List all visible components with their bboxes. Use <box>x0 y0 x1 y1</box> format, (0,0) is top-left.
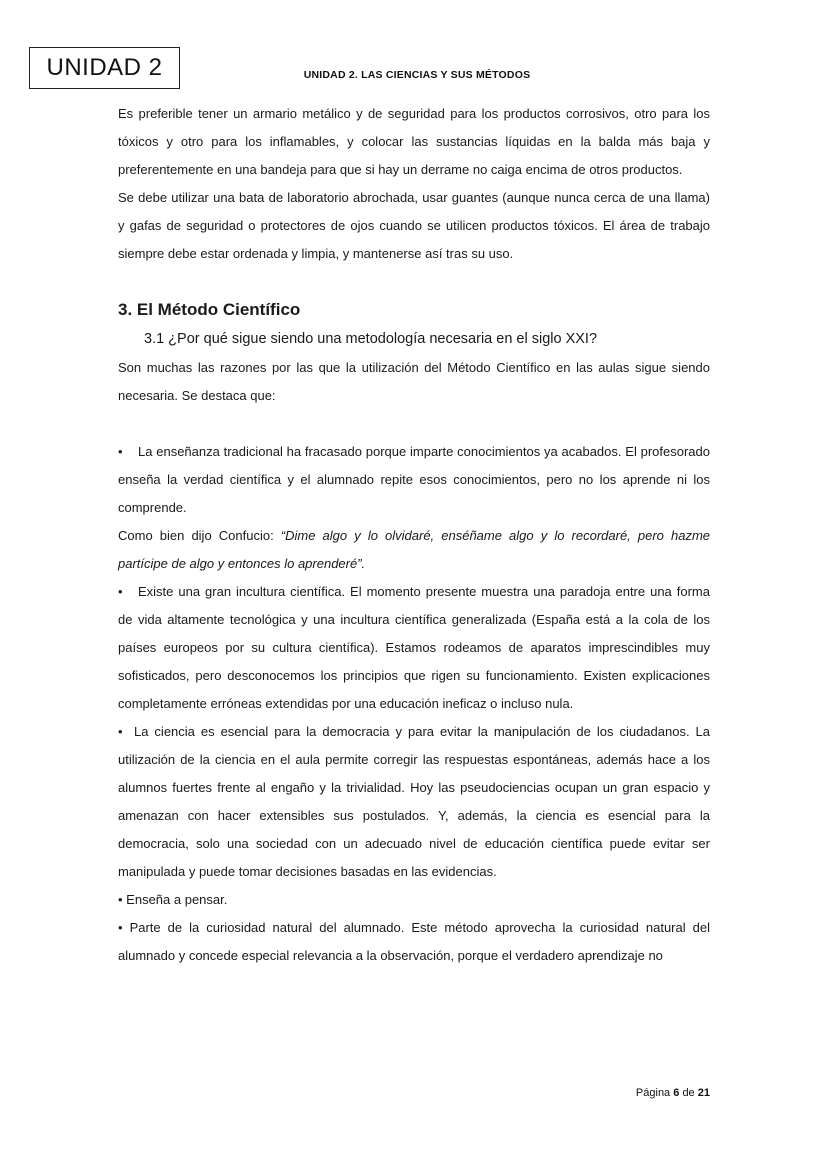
bullet-text: La enseñanza tradicional ha fracasado porque imparte conocimientos ya acabados. El profesorado enseña la verdad científica y el alumnado repite esos conocimientos, pero no los aprende ni los comprende. <box>118 444 710 515</box>
spacer <box>118 410 710 438</box>
bullet-democracy <box>118 718 710 886</box>
bullet-symbol: • <box>118 584 123 599</box>
bullet-symbol: • <box>118 724 123 739</box>
subsection-title: 3.1 ¿Por qué sigue siendo una metodología necesaria en el siglo XXI? <box>144 331 598 347</box>
page-word: Página <box>635 1087 671 1099</box>
page-body <box>118 100 710 970</box>
bullet-curiosity: • Parte de la curiosidad natural del alumnado. Este método aprovecha la curiosidad natural del alumnado y concede especial relevancia a la observación, porque el verdadero aprendizaje no <box>118 920 710 963</box>
bullet-teaches-thinking: • Enseña a pensar. <box>118 892 228 907</box>
page-of: de <box>682 1087 695 1099</box>
bullet-symbol: • <box>118 444 123 459</box>
section-title: 3. El Método Científico <box>118 300 301 319</box>
quote-text: “Dime algo y lo olvidaré, enséñame algo y lo recordaré, pero hazme partícipe de algo y entonces lo aprenderé”. <box>118 528 711 571</box>
unit-label: UNIDAD 2 <box>46 54 163 81</box>
paragraph-storage: Es preferible tener un armario metálico y de seguridad para los productos corrosivos, otro para los tóxicos y otro para los inflamables, y colocar las sustancias líquidas en la balda más baja y preferentemente en una bandeja para que si hay un derrame no caiga encima de otros productos. <box>118 106 710 177</box>
running-header: UNIDAD 2. LAS CIENCIAS Y SUS MÉTODOS <box>303 69 531 81</box>
bullet-traditional-teaching <box>118 438 710 522</box>
unit-label-box <box>29 47 180 89</box>
page-number <box>636 1087 710 1099</box>
confucius-quote <box>118 522 710 578</box>
bullet-text: Existe una gran incultura científica. El momento presente muestra una paradoja entre una forma de vida altamente tecnológica y una incultura científica generalizada (España está a la cola de los países europeos por su cultura científica). Estamos rodeamos de aparatos imprescindibles muy sofisticados, pero desconocemos los principios que rigen su funcionamiento. Existen explicaciones completamente erróneas extendidas por una educación ineficaz o incluso nula. <box>118 584 710 711</box>
page-total: 21 <box>697 1087 710 1099</box>
spacer <box>118 268 710 296</box>
page-current: 6 <box>673 1087 680 1099</box>
paragraph-safety: Se debe utilizar una bata de laboratorio abrochada, usar guantes (aunque nunca cerca de una llama) y gafas de seguridad o protectores de ojos cuando se utilicen productos tóxicos. El área de trabajo siempre debe estar ordenada y limpia, y mantenerse así tras su uso. <box>118 190 710 261</box>
quote-intro: Como bien dijo Confucio: <box>118 528 281 543</box>
bullet-text: La ciencia es esencial para la democracia y para evitar la manipulación de los ciudadanos. La utilización de la ciencia en el aula permite corregir las respuestas espontáneas, además hace a los alumnos fuertes frente al engaño y la trivialidad. Hoy las pseudociencias ocupan un gran espacio y amenazan con hacer extensibles sus postulados. Y, además, la ciencia es esencial para la democracia, solo una sociedad con un adecuado nivel de educación científica puede evitar ser manipulada y puede tomar decisiones basadas en las evidencias. <box>118 724 710 879</box>
bullet-scientific-ignorance <box>118 578 710 718</box>
paragraph-lead: Son muchas las razones por las que la utilización del Método Científico en las aulas sigue siendo necesaria. Se destaca que: <box>118 360 710 403</box>
